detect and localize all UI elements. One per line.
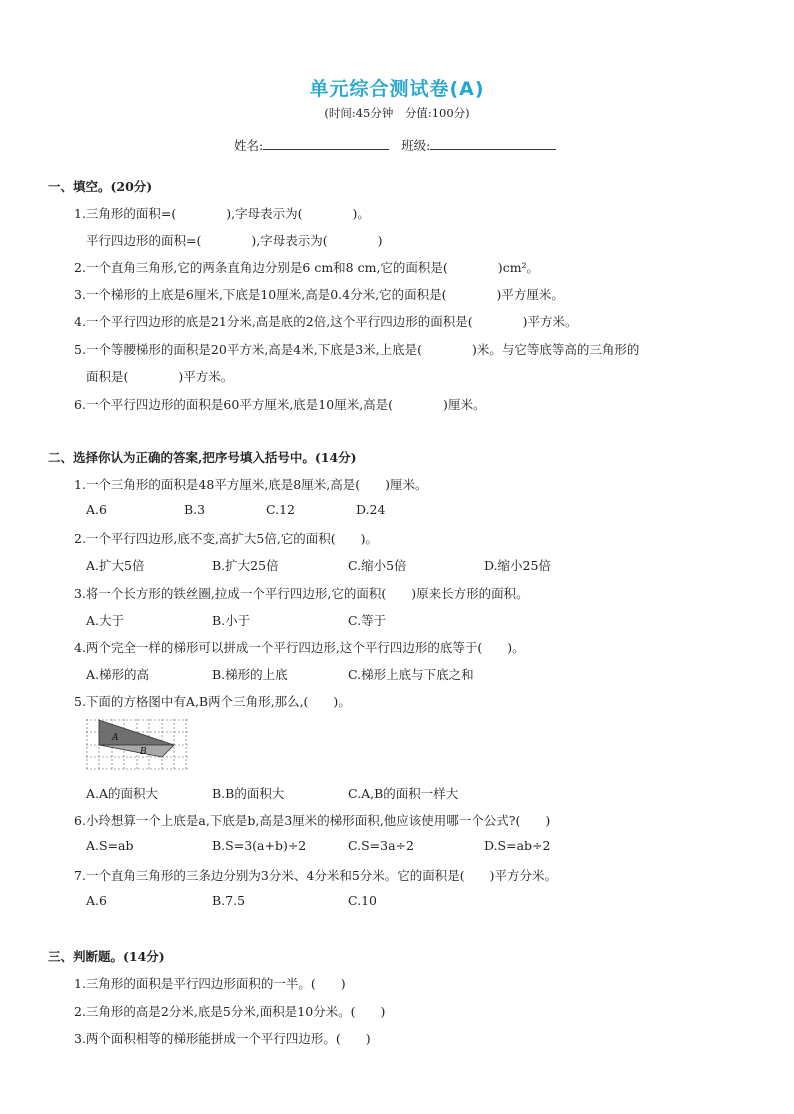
option: C.12 bbox=[266, 502, 295, 517]
s1-line: 6.一个平行四边形的面积是60平方厘米,底是10厘米,高是( )厘米。 bbox=[74, 397, 486, 412]
s2-question: 4.两个完全一样的梯形可以拼成一个平行四边形,这个平行四边形的底等于( )。 bbox=[74, 640, 525, 655]
name-label: 姓名: bbox=[234, 138, 264, 153]
option: B.梯形的上底 bbox=[212, 667, 288, 682]
option: C.S=3a÷2 bbox=[348, 838, 414, 853]
option: A.A的面积大 bbox=[86, 786, 159, 801]
name-field[interactable] bbox=[234, 136, 556, 154]
section3-heading: 三、判断题。(14分) bbox=[48, 949, 165, 964]
option: C.缩小5倍 bbox=[348, 558, 407, 573]
name-blank[interactable] bbox=[263, 137, 389, 150]
s2-question: 3.将一个长方形的铁丝圈,拉成一个平行四边形,它的面积( )原来长方形的面积。 bbox=[74, 586, 529, 601]
s3-line: 1.三角形的面积是平行四边形面积的一半。( ) bbox=[74, 976, 346, 991]
triangle-grid-figure bbox=[86, 719, 192, 771]
s2-question: 6.小玲想算一个上底是a,下底是b,高是3厘米的梯形面积,他应该使用哪一个公式?( ) bbox=[74, 813, 551, 828]
option: A.S=ab bbox=[86, 838, 134, 853]
option: C.10 bbox=[348, 893, 377, 908]
option: D.缩小25倍 bbox=[484, 558, 551, 573]
option: B.7.5 bbox=[212, 893, 246, 908]
s1-line: 面积是( )平方米。 bbox=[86, 369, 234, 384]
option: B.扩大25倍 bbox=[212, 558, 279, 573]
option: A.梯形的高 bbox=[86, 667, 150, 682]
s2-question: 7.一个直角三角形的三条边分别为3分米、4分米和5分米。它的面积是( )平方分米。 bbox=[74, 868, 558, 883]
option: B.3 bbox=[184, 502, 206, 517]
s1-line: 2.一个直角三角形,它的两条直角边分别是6 cm和8 cm,它的面积是( )cm²。 bbox=[74, 260, 540, 275]
s1-line: 4.一个平行四边形的底是21分米,高是底的2倍,这个平行四边形的面积是( )平方米。 bbox=[74, 314, 578, 329]
s1-line: 平行四边形的面积=( ),字母表示为( ) bbox=[86, 233, 383, 248]
option: B.B的面积大 bbox=[212, 786, 285, 801]
s1-line: 1.三角形的面积=( ),字母表示为( )。 bbox=[74, 206, 370, 221]
s3-line: 3.两个面积相等的梯形能拼成一个平行四边形。( ) bbox=[74, 1031, 371, 1046]
triangle-a bbox=[99, 720, 174, 745]
s2-question: 1.一个三角形的面积是48平方厘米,底是8厘米,高是( )厘米。 bbox=[74, 477, 428, 492]
s3-line: 2.三角形的高是2分米,底是5分米,面积是10分米。( ) bbox=[74, 1004, 386, 1019]
s2-question: 5.下面的方格图中有A,B两个三角形,那么,( )。 bbox=[74, 694, 351, 709]
option: A.大于 bbox=[86, 613, 125, 628]
triangle-b bbox=[99, 745, 174, 757]
option: C.A,B的面积一样大 bbox=[348, 786, 459, 801]
section1-heading: 一、填空。(20分) bbox=[48, 179, 153, 194]
option: B.小于 bbox=[212, 613, 251, 628]
class-blank[interactable] bbox=[430, 137, 556, 150]
s2-question: 2.一个平行四边形,底不变,高扩大5倍,它的面积( )。 bbox=[74, 531, 379, 546]
section2-heading: 二、选择你认为正确的答案,把序号填入括号中。(14分) bbox=[48, 450, 357, 465]
option: C.梯形上底与下底之和 bbox=[348, 667, 474, 682]
option: B.S=3(a+b)÷2 bbox=[212, 838, 307, 853]
option: A.6 bbox=[86, 893, 107, 908]
s1-line: 5.一个等腰梯形的面积是20平方米,高是4米,下底是3米,上底是( )米。与它等底等高的三角形的 bbox=[74, 342, 640, 357]
s1-line: 3.一个梯形的上底是6厘米,下底是10厘米,高是0.4分米,它的面积是( )平方厘米。 bbox=[74, 287, 564, 302]
label-b: B bbox=[140, 747, 147, 757]
option: A.扩大5倍 bbox=[86, 558, 145, 573]
option: C.等于 bbox=[348, 613, 387, 628]
option: D.24 bbox=[356, 502, 386, 517]
option: D.S=ab÷2 bbox=[484, 838, 551, 853]
exam-info: (时间:45分钟 分值:100分) bbox=[324, 106, 470, 120]
page-title: 单元综合测试卷(A) bbox=[309, 78, 485, 100]
option: A.6 bbox=[86, 502, 107, 517]
class-label: 班级: bbox=[401, 138, 431, 153]
label-a: A bbox=[112, 733, 119, 743]
